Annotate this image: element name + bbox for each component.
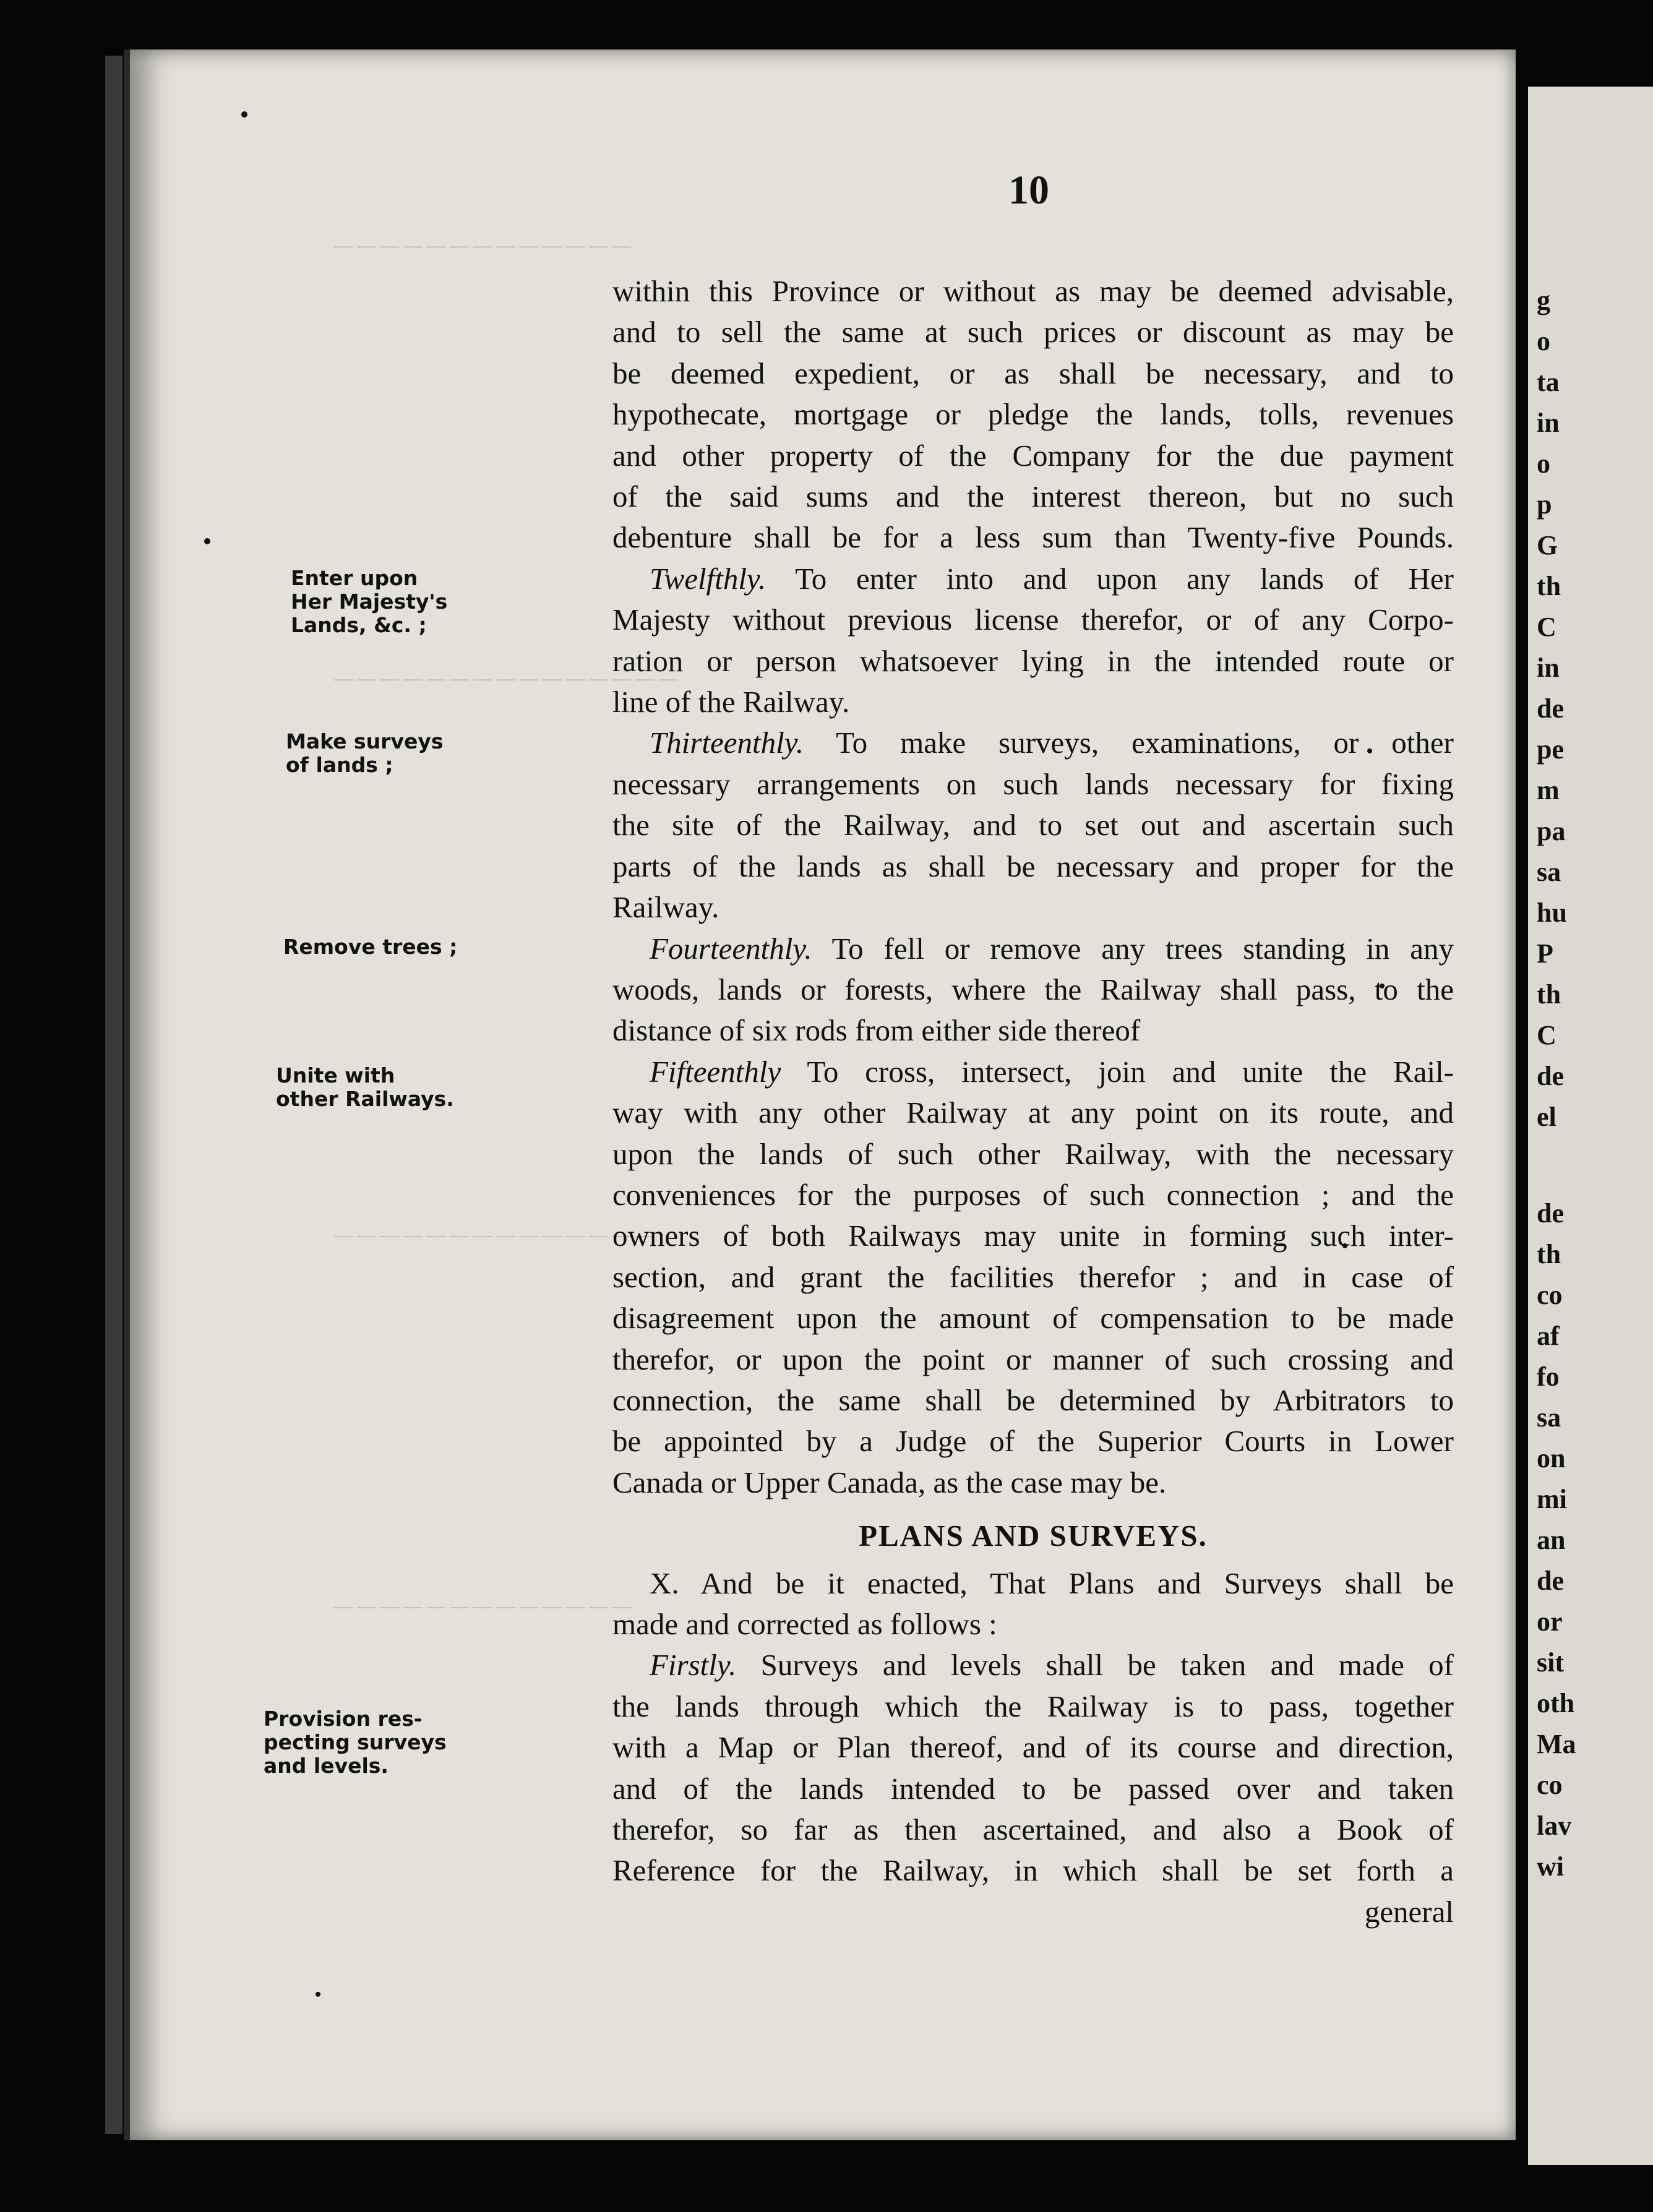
adjacent-page-fragment: o bbox=[1537, 326, 1550, 356]
ink-speck bbox=[204, 538, 210, 544]
adjacent-page-fragment: C bbox=[1537, 1020, 1556, 1050]
ink-speck bbox=[241, 111, 247, 118]
margin-note-unite-railways: Unite with other Railways. bbox=[276, 1063, 454, 1111]
text-line: Reference for the Railway, in which shall be set forth a bbox=[612, 1853, 1454, 1888]
adjacent-page-fragment: sa bbox=[1537, 1402, 1561, 1433]
text-line: therefor, so far as then ascertained, and also a Book of bbox=[612, 1812, 1454, 1847]
text-line: X. And be it enacted, That Plans and Surveys shall be bbox=[650, 1566, 1454, 1600]
adjacent-page-fragment: fo bbox=[1537, 1361, 1560, 1392]
clause-lead: Fourteenthly. bbox=[650, 931, 812, 966]
adjacent-page-fragment: de bbox=[1537, 1061, 1564, 1091]
adjacent-page-fragment: th bbox=[1537, 1239, 1561, 1269]
ink-speck bbox=[316, 1992, 320, 1997]
text-line: conveniences for the purposes of such connection ; and the bbox=[612, 1177, 1454, 1212]
body-text bbox=[612, 271, 1454, 1932]
adjacent-page-fragment: th bbox=[1537, 571, 1561, 601]
text-line: way with any other Railway at any point on its route, and bbox=[612, 1095, 1454, 1130]
text-line: Canada or Upper Canada, as the case may be. bbox=[612, 1465, 1167, 1499]
page-edge bbox=[105, 56, 122, 2134]
text-line: be appointed by a Judge of the Superior Courts in Lower bbox=[612, 1424, 1454, 1459]
text-line: of the said sums and the interest thereon, but no such bbox=[612, 479, 1454, 514]
bleed-through: — — — — — — — — — — — — — bbox=[334, 235, 631, 255]
text-line: section, and grant the facilities therefor ; and in case of bbox=[612, 1259, 1454, 1294]
text-line: Firstly. Surveys and levels shall be taken and made of bbox=[650, 1648, 1454, 1683]
text-line: Railway. bbox=[612, 890, 719, 925]
text-line: woods, lands or forests, where the Railway shall pass, to the bbox=[612, 972, 1454, 1006]
clause-lead: Twelfthly. bbox=[650, 561, 766, 596]
adjacent-page-fragment: lav bbox=[1537, 1811, 1572, 1841]
text-line: and other property of the Company for the due payment bbox=[612, 438, 1454, 473]
adjacent-page-fragment: af bbox=[1537, 1321, 1560, 1351]
adjacent-page-fragment: hu bbox=[1537, 898, 1567, 928]
scanned-page bbox=[124, 49, 1516, 2140]
adjacent-page-fragment: sit bbox=[1537, 1647, 1564, 1678]
adjacent-page-fragment: sa bbox=[1537, 857, 1561, 887]
adjacent-page-fragment: el bbox=[1537, 1102, 1556, 1132]
text-line: upon the lands of such other Railway, with the necessary bbox=[612, 1136, 1454, 1171]
text-line: Majesty without previous license therefor, or of any Corpo- bbox=[612, 602, 1454, 637]
text-line: with a Map or Plan thereof, and of its course and direction, bbox=[612, 1730, 1454, 1765]
text-line: ration or person whatsoever lying in the intended route or bbox=[612, 643, 1454, 678]
text-line: be deemed expedient, or as shall be necessary, and to bbox=[612, 356, 1454, 390]
text-line: the lands through which the Railway is to pass, together bbox=[612, 1689, 1454, 1723]
margin-note-surveys-levels: Provision res- pecting surveys and levels. bbox=[264, 1707, 447, 1778]
adjacent-page-fragment: oth bbox=[1537, 1688, 1575, 1718]
clause-lead: Fifteenthly bbox=[650, 1054, 781, 1089]
text-line: distance of six rods from either side thereof bbox=[612, 1013, 1141, 1048]
margin-note-enter-lands: Enter upon Her Majesty's Lands, &c. ; bbox=[291, 566, 448, 637]
adjacent-page-fragment: C bbox=[1537, 612, 1556, 642]
margin-note-remove-trees: Remove trees ; bbox=[283, 935, 458, 959]
clause-lead: Firstly. bbox=[650, 1648, 737, 1683]
adjacent-page-fragment: th bbox=[1537, 979, 1561, 1010]
adjacent-page-fragment: on bbox=[1537, 1443, 1566, 1473]
text-line: disagreement upon the amount of compensation to be made bbox=[612, 1301, 1454, 1335]
adjacent-page-fragment: or bbox=[1537, 1606, 1563, 1637]
adjacent-page-fragment: Ma bbox=[1537, 1729, 1576, 1759]
bleed-through: — — — — — — — — — — — — — — bbox=[334, 1225, 655, 1245]
bleed-through: — — — — — — — — — — — — — bbox=[334, 1596, 631, 1616]
text-line: hypothecate, mortgage or pledge the lands, tolls, revenues bbox=[612, 397, 1454, 432]
adjacent-page-fragment: de bbox=[1537, 1198, 1564, 1228]
text-line: connection, the same shall be determined by Arbitrators to bbox=[612, 1382, 1454, 1417]
text-line: parts of the lands as shall be necessary and proper for the bbox=[612, 849, 1454, 883]
clause-lead: Thirteenthly. bbox=[650, 726, 804, 760]
text-line: Fifteenthly To cross, intersect, join and unite the Rail- bbox=[650, 1054, 1454, 1089]
text-line: owners of both Railways may unite in forming such inter- bbox=[612, 1219, 1454, 1253]
adjacent-page-fragment: G bbox=[1537, 530, 1558, 560]
text-line: Fourteenthly. To fell or remove any trees standing in any bbox=[650, 931, 1454, 966]
text-line: the site of the Railway, and to set out and ascertain such bbox=[612, 808, 1454, 842]
text-line: and to sell the same at such prices or discount as may be bbox=[612, 315, 1454, 349]
adjacent-page-fragment: ta bbox=[1537, 367, 1560, 397]
text-line: Twelfthly. To enter into and upon any lands of Her bbox=[650, 561, 1454, 596]
adjacent-page-fragment: wi bbox=[1537, 1851, 1564, 1882]
adjacent-page-fragment: mi bbox=[1537, 1484, 1567, 1514]
section-heading: PLANS AND SURVEYS. bbox=[859, 1519, 1208, 1553]
catchword: general bbox=[1364, 1894, 1454, 1929]
adjacent-page-fragment: co bbox=[1537, 1280, 1563, 1310]
text-line: line of the Railway. bbox=[612, 685, 850, 719]
text-line: debenture shall be for a less sum than Twenty-five Pounds. bbox=[612, 520, 1454, 555]
adjacent-page-fragment: pe bbox=[1537, 734, 1564, 765]
margin-note-make-surveys: Make surveys of lands ; bbox=[286, 729, 444, 777]
adjacent-page-fragment: an bbox=[1537, 1525, 1566, 1555]
adjacent-page-fragment: g bbox=[1537, 285, 1550, 315]
adjacent-page-fragment: m bbox=[1537, 775, 1560, 805]
adjacent-page-fragment: pa bbox=[1537, 816, 1566, 846]
adjacent-page-fragment: co bbox=[1537, 1770, 1563, 1800]
text-line: made and corrected as follows : bbox=[612, 1607, 997, 1641]
adjacent-page-fragment: p bbox=[1537, 489, 1552, 520]
adjacent-page-fragment: P bbox=[1537, 938, 1553, 969]
page-number: 10 bbox=[1008, 168, 1049, 213]
text-line: necessary arrangements on such lands necessary for fixing bbox=[612, 766, 1454, 801]
text-line: therefor, or upon the point or manner of such crossing and bbox=[612, 1342, 1454, 1376]
adjacent-page bbox=[1528, 87, 1653, 2165]
bleed-through: — — — — — — — — — — — — — — — bbox=[334, 668, 677, 688]
adjacent-page-fragment: de bbox=[1537, 1566, 1564, 1596]
text-line: Thirteenthly. To make surveys, examinations, or other bbox=[650, 726, 1454, 760]
adjacent-page-fragment: o bbox=[1537, 448, 1550, 479]
text-line: within this Province or without as may be deemed advisable, bbox=[612, 274, 1454, 308]
text-line: and of the lands intended to be passed over and taken bbox=[612, 1771, 1454, 1806]
adjacent-page-fragment: de bbox=[1537, 693, 1564, 724]
adjacent-page-fragment: in bbox=[1537, 408, 1560, 438]
adjacent-page-fragment: in bbox=[1537, 653, 1560, 683]
